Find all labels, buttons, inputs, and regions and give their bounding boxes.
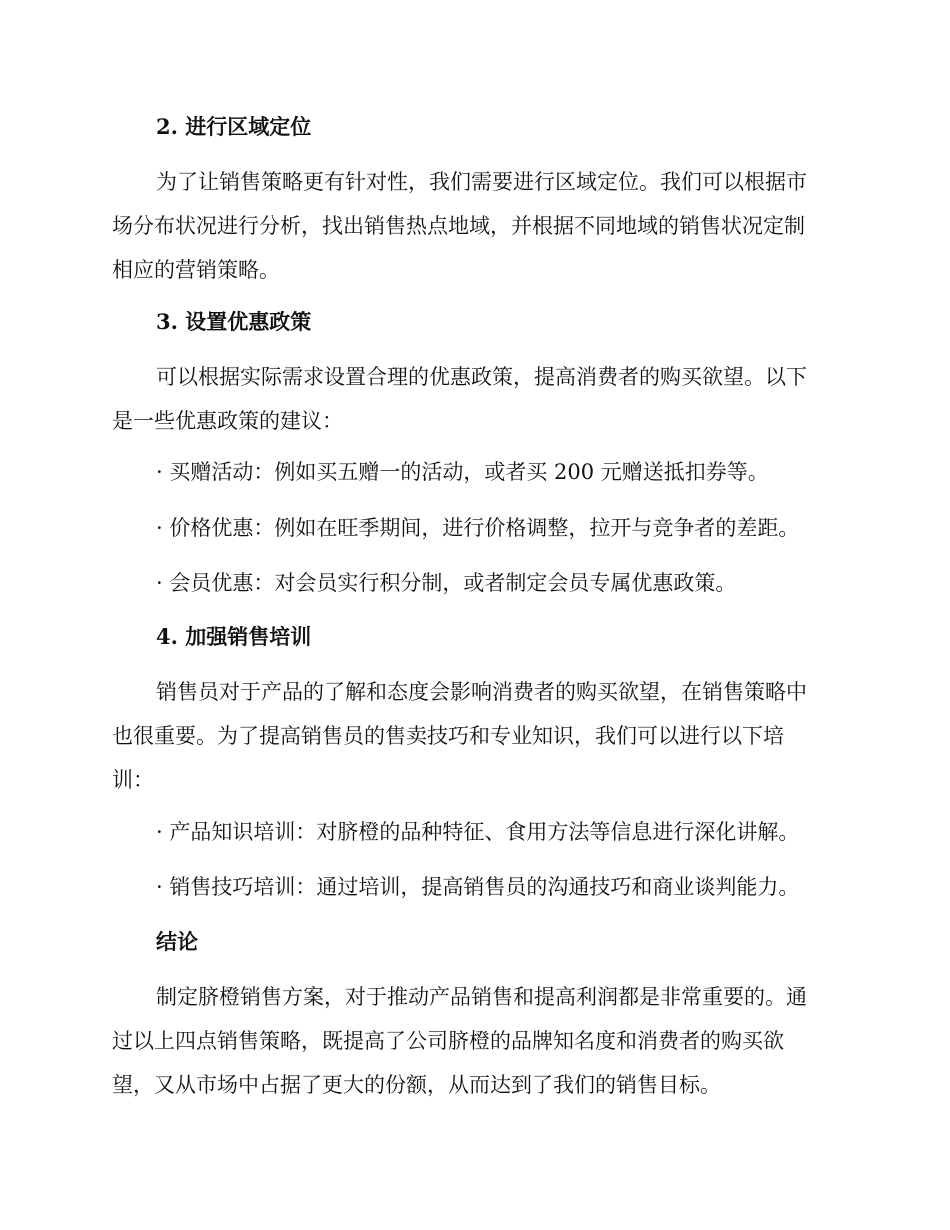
- heading-section-3: 3. 设置优惠政策: [156, 309, 312, 334]
- paragraph-line: 过以上四点销售策略，既提高了公司脐橙的品牌知名度和消费者的购买欲: [112, 1029, 784, 1053]
- paragraph-line: 训：: [112, 768, 154, 792]
- paragraph-line: 相应的营销策略。: [112, 258, 280, 282]
- heading-section-2: 2. 进行区域定位: [156, 114, 312, 139]
- bullet-item: · 产品知识培训：对脐橙的品种特征、食用方法等信息进行深化讲解。: [156, 820, 800, 844]
- heading-section-4: 4. 加强销售培训: [156, 624, 312, 649]
- paragraph-conclusion: [112, 975, 832, 1107]
- paragraph-line: 是一些优惠政策的建议：: [112, 409, 343, 433]
- heading-conclusion: 结论: [156, 929, 198, 954]
- paragraph-line: 可以根据实际需求设置合理的优惠政策，提高消费者的购买欲望。以下: [156, 365, 807, 389]
- bullet-item: · 买赠活动：例如买五赠一的活动，或者买 200 元赠送抵扣券等。: [156, 460, 769, 484]
- bullet-item: · 价格优惠：例如在旺季期间，进行价格调整，拉开与竞争者的差距。: [156, 516, 800, 540]
- paragraph-line: 望，又从市场中占据了更大的份额，从而达到了我们的销售目标。: [112, 1073, 721, 1097]
- paragraph-line: 也很重要。为了提高销售员的售卖技巧和专业知识，我们可以进行以下培: [112, 724, 784, 748]
- bullet-item: · 销售技巧培训：通过培训，提高销售员的沟通技巧和商业谈判能力。: [156, 875, 800, 899]
- paragraph-line: 制定脐橙销售方案，对于推动产品销售和提高利润都是非常重要的。通: [156, 985, 807, 1009]
- bullet-item: · 会员优惠：对会员实行积分制，或者制定会员专属优惠政策。: [156, 571, 737, 595]
- paragraph-line: 场分布状况进行分析，找出销售热点地域，并根据不同地域的销售状况定制: [112, 214, 805, 238]
- paragraph-section-3: [112, 355, 832, 443]
- paragraph-line: 为了让销售策略更有针对性，我们需要进行区域定位。我们可以根据市: [156, 170, 807, 194]
- paragraph-line: 销售员对于产品的了解和态度会影响消费者的购买欲望，在销售策略中: [156, 680, 807, 704]
- paragraph-section-2: [112, 160, 832, 292]
- paragraph-section-4: [112, 670, 832, 802]
